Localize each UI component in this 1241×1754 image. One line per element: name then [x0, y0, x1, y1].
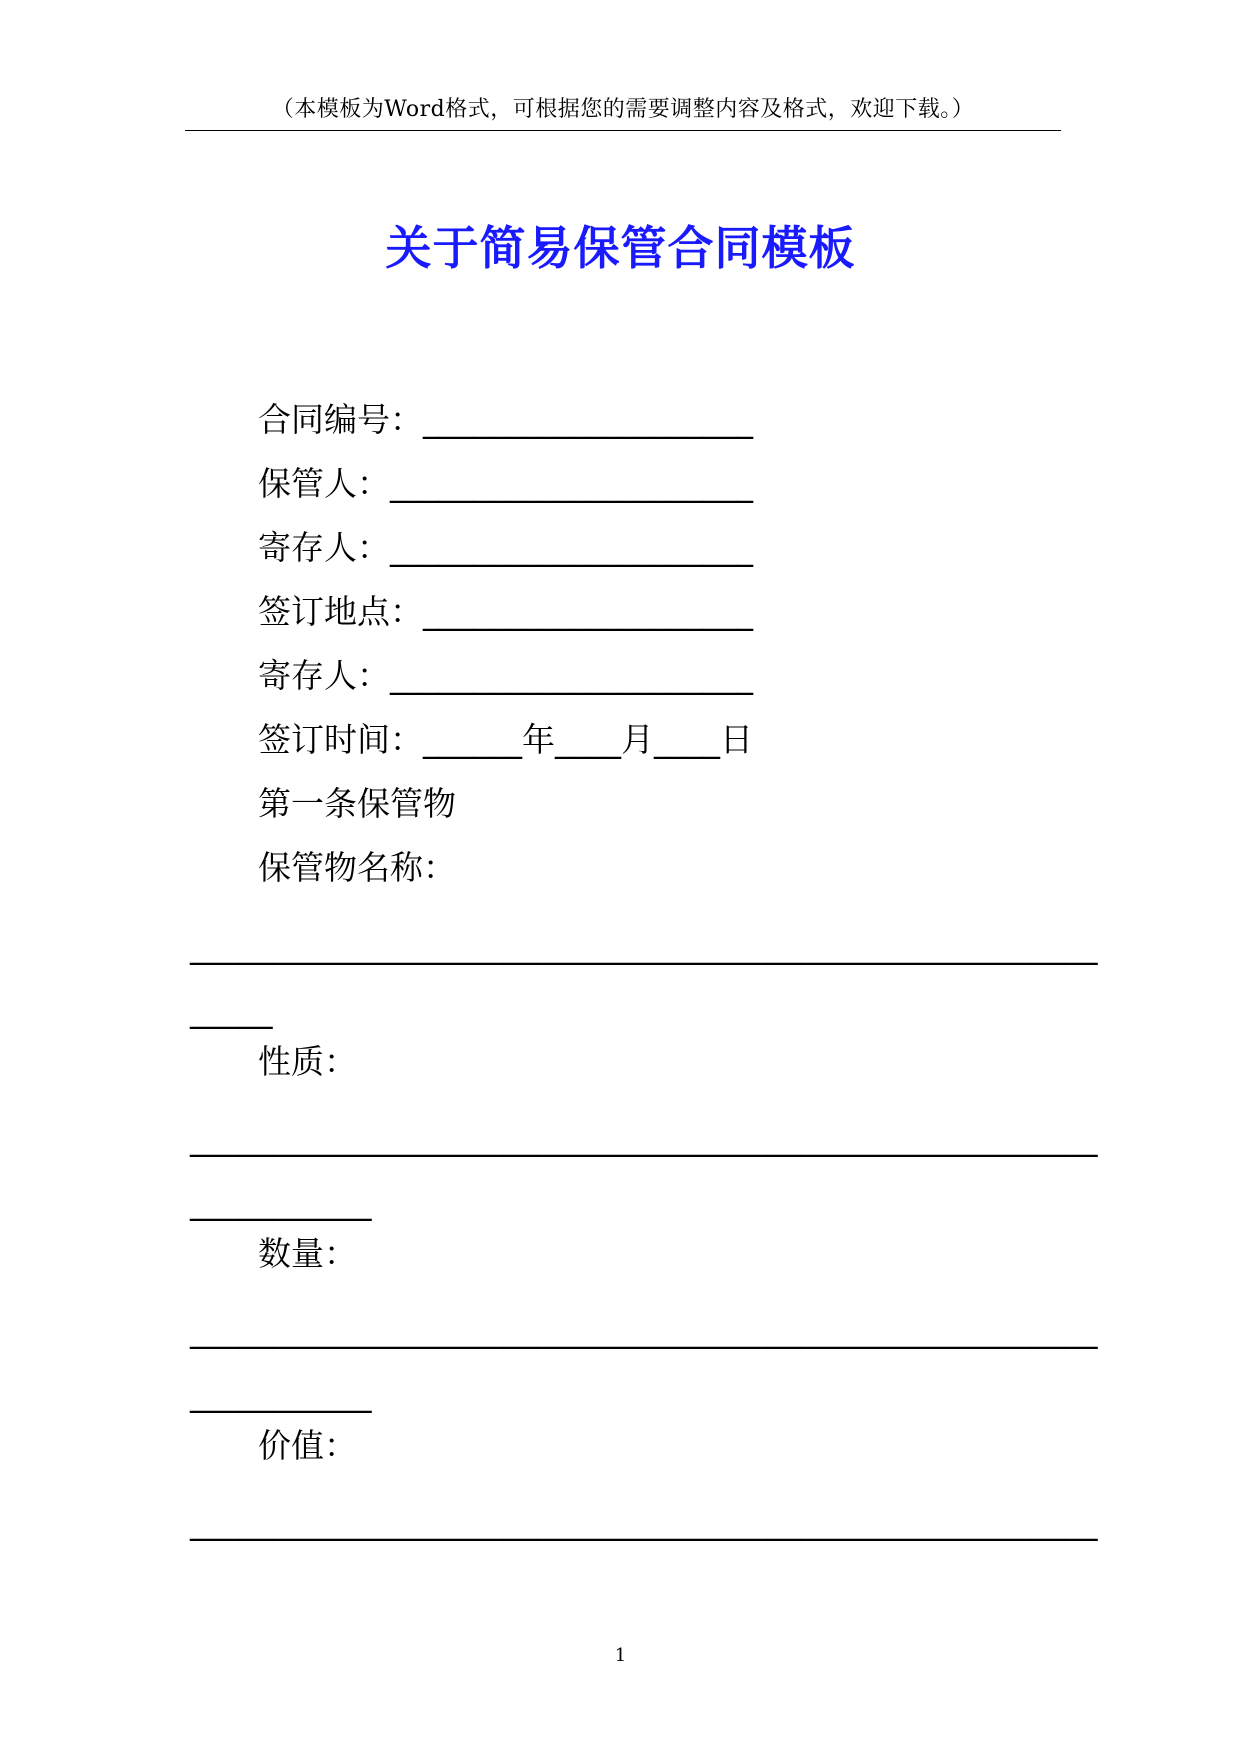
value-label: 价值： — [258, 1426, 357, 1465]
signing-date-field: 签订时间：______年____月____日 — [258, 720, 753, 759]
document-title: 关于简易保管合同模板 — [385, 221, 856, 275]
nature-blank: _______________________________________________________ — [190, 1118, 1098, 1157]
depositor-field-2: 寄存人：______________________ — [258, 656, 753, 695]
nature-label: 性质： — [258, 1042, 357, 1081]
item-name-blank-tail: _____ — [190, 990, 273, 1029]
depositor-field: 寄存人：______________________ — [258, 528, 753, 567]
header-note: （本模板为Word格式，可根据您的需要调整内容及格式，欢迎下载。） — [271, 97, 975, 122]
item-name-label: 保管物名称： — [258, 848, 456, 887]
article-one-heading: 第一条保管物 — [258, 784, 456, 823]
custodian-field: 保管人：______________________ — [258, 464, 753, 503]
quantity-blank-tail: ___________ — [190, 1374, 372, 1413]
value-blank: _______________________________________________________ — [190, 1502, 1098, 1541]
signing-location-field: 签订地点：____________________ — [258, 592, 753, 631]
nature-blank-tail: ___________ — [190, 1182, 372, 1221]
contract-number-field: 合同编号：____________________ — [258, 400, 753, 439]
quantity-label: 数量： — [258, 1234, 357, 1273]
page-number: 1 — [614, 1645, 627, 1666]
item-name-blank: _______________________________________________________ — [190, 926, 1098, 965]
quantity-blank: _______________________________________________________ — [190, 1310, 1098, 1349]
header-divider — [185, 130, 1061, 131]
